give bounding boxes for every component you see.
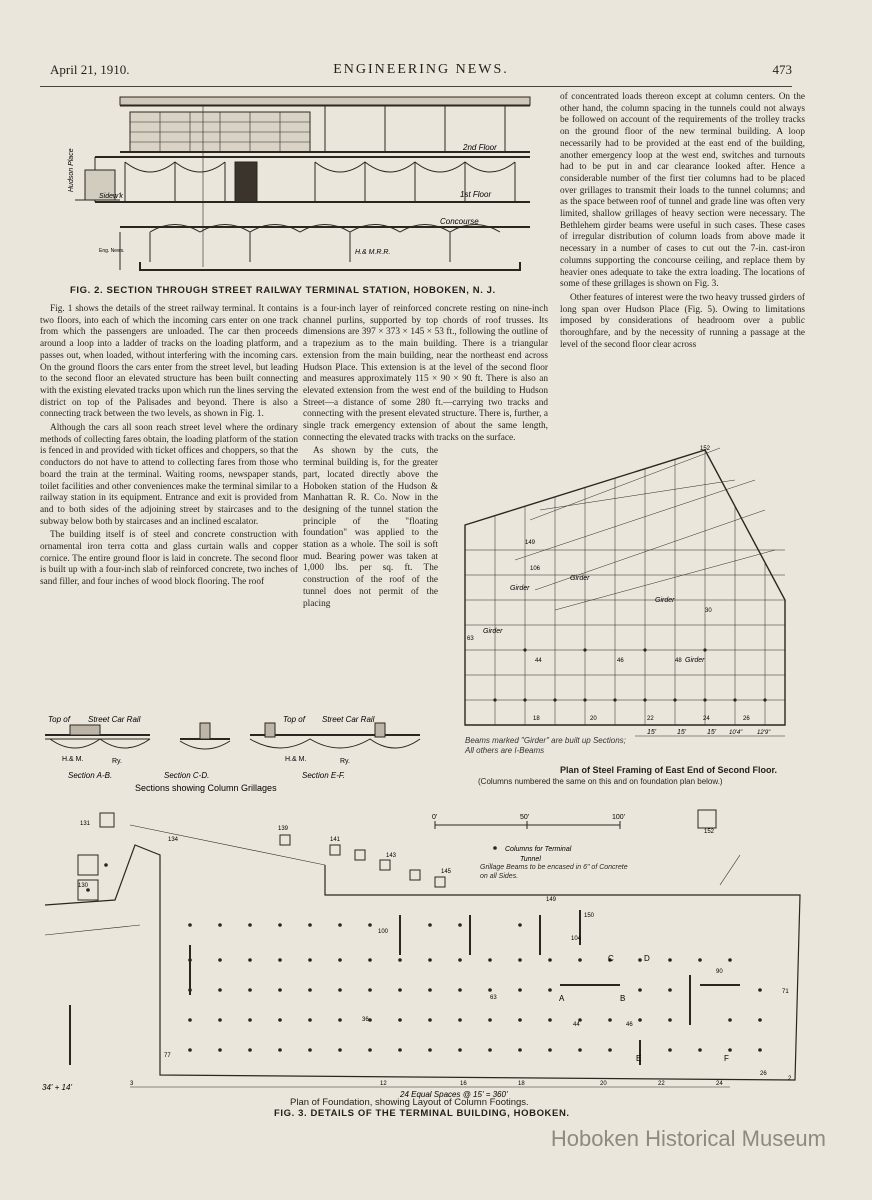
museum-watermark: Hoboken Historical Museum (550, 1126, 826, 1151)
col-num-106: 106 (530, 566, 541, 572)
fcol-46: 46 (626, 1022, 633, 1028)
fcol-77: 77 (164, 1053, 171, 1059)
dim-15-c: 15' (707, 729, 717, 736)
scale-50: 50' (520, 814, 530, 821)
fcol-134: 134 (168, 837, 179, 843)
dim-12-9: 12'9" (757, 730, 771, 736)
text-column-1 (40, 304, 298, 699)
issue-date: April 21, 1910. (50, 62, 130, 77)
fcol-36: 36 (362, 1017, 369, 1023)
col-num-24: 24 (703, 716, 710, 722)
label-hm-2: H.& M. (285, 756, 307, 763)
fcol-130: 130 (78, 883, 89, 889)
section-letter-f: F (724, 1054, 729, 1063)
label-first-floor: 1st Floor (460, 190, 492, 199)
fcol-71: 71 (782, 989, 789, 995)
label-top-of-1: Top of (48, 715, 70, 724)
label-section-ab: Section A-B. (68, 771, 113, 780)
text-column-3 (560, 92, 805, 422)
label-street-car-rail-1: Street Car Rail (88, 715, 141, 724)
fig2-section-drawing (55, 92, 545, 282)
foundation-title: Plan of Foundation, showing Layout of Column Footings. (290, 1097, 529, 1108)
label-railroad: H.& M.R.R. (355, 249, 391, 256)
label-hm-1: H.& M. (62, 756, 84, 763)
page-number: 473 (772, 62, 792, 77)
steel-note-2: All others are I-Beams (465, 746, 545, 755)
col-num-26: 26 (743, 716, 750, 722)
col2-paragraph-1: is a four-inch layer of reinforced concrete resting on nine-inch channel purlins, supported by top chords of roof trusses. Its dimensions are 397 × 373 × 145 × 53 ft., following the outline of a trapezium as to the main building. There is a triangular extension from the main building, near the northeast end across Hudson Place. This extension is at the level of the second floor and measures approximately 115 × 90 × 90 ft. There is also an elevated extension from the west end of the building to Hudson Street—a distance of some 280 ft.—carrying two tracks and connecting with the present elevated structure. There is, further, a single track emergency extension of about the same length, connecting the elevated tracks with tracks on the surface. (303, 304, 548, 443)
steel-plan-subcaption: (Columns numbered the same on this and on foundation plan below.) (478, 777, 723, 786)
label-ry-2: Ry. (340, 758, 350, 765)
fcol-139: 139 (278, 826, 289, 832)
col-num-20: 20 (590, 716, 597, 722)
girder-label-3: Girder (570, 575, 590, 582)
fcol-104: 104 (571, 936, 582, 942)
grillage-sections (40, 705, 430, 795)
dim-15-b: 15' (677, 729, 687, 736)
dim-offsets: 34' + 14' (42, 1083, 72, 1092)
fcol-63: 63 (490, 995, 497, 1001)
girder-label-4: Girder (655, 597, 675, 604)
girder-label-1: Girder (483, 628, 503, 635)
fig2-svg (55, 92, 545, 282)
label-section-cd: Section C-D. (164, 771, 210, 780)
foundation-svg (40, 805, 810, 1105)
fcol-26: 26 (760, 1071, 767, 1077)
fcol-145: 145 (441, 869, 452, 875)
dim-equal-spaces: 24 Equal Spaces @ 15' = 360' (400, 1090, 508, 1099)
legend-tunnel: Tunnel (520, 856, 541, 863)
fcol-90: 90 (716, 969, 723, 975)
fcol-22: 22 (658, 1081, 665, 1087)
fcol-2: 2 (788, 1076, 792, 1082)
fcol-100: 100 (378, 929, 389, 935)
col1-paragraph-1: Fig. 1 shows the details of the street railway terminal. It contains two floors, into each of which the incoming cars enter on one track from which the passengers are unloaded. The car then proceeds around a loop into a ladder of tracks on the loading platform, and passes out, when loaded, without interfering with the incoming cars. On the ground floors the cars enter from the street level, but leading to the second floor an elevated structure has been built connecting with the existing elevated tracks upon which run the lines serving the district on top of the Palisades and beyond. There is also a connecting track between the two levels, as shown in Fig. 1. (40, 304, 298, 420)
col-num-30: 30 (705, 608, 712, 614)
page-header (50, 62, 792, 82)
label-street-car-rail-2: Street Car Rail (322, 715, 375, 724)
label-ry-1: Ry. (112, 758, 122, 765)
label-sidewalk: Sidew'k (99, 193, 123, 200)
col-num-22: 22 (647, 716, 654, 722)
fcol-150: 150 (584, 913, 595, 919)
section-letter-b: B (620, 994, 626, 1003)
fcol-141: 141 (330, 837, 341, 843)
steel-note-1: Beams marked "Girder" are built up Sections; (465, 736, 626, 745)
fcol-3: 3 (130, 1081, 134, 1087)
scale-0: 0' (432, 814, 438, 821)
foundation-plan (40, 805, 810, 1105)
section-letter-d: D (644, 954, 650, 963)
journal-title: ENGINEERING NEWS. (333, 62, 509, 77)
fcol-18: 18 (518, 1081, 525, 1087)
fcol-44: 44 (573, 1022, 580, 1028)
steel-plan-svg (455, 440, 805, 758)
col1-paragraph-2: Although the cars all soon reach street level where the ordinary methods of collecting fares obtain, the loading platform of the station is fenced in and provided with ticket offices and choppers, so that the conductors do not have to attend to collecting fares from those who board the train at the terminal. Waiting rooms, newspaper stands, toilet facilities and other conveniences make the terminal similar to a railway station in its equipment. Entrance and exit is provided from and to both sides of the adjoining street by staircases and to the subway below both by staircases and an inclined escalator. (40, 423, 298, 527)
fcol-24: 24 (716, 1081, 723, 1087)
steel-framing-plan (455, 440, 805, 758)
label-concourse: Concourse (440, 217, 479, 226)
dim-10-4: 10'4" (729, 730, 743, 736)
fig3-caption: FIG. 3. DETAILS OF THE TERMINAL BUILDING, HOBOKEN. (274, 1108, 570, 1119)
scale-100: 100' (612, 814, 626, 821)
girder-label-5: Girder (685, 657, 705, 664)
col2-paragraph-2: As shown by the cuts, the terminal building is, for the greater part, located directly above the Hoboken station of the Hudson & Manhattan R. R. Co. Now in the designing of the tunnel station the principle of the "floating foundation" was applied to the station as a whole. The soil is soft mud. Bearing power was taken at 1,000 lbs. per sq. ft. The construction of the roof of the tunnel does not permit of the placing (303, 446, 438, 609)
label-section-ef: Section E-F. (302, 771, 345, 780)
section-letter-e: E (636, 1054, 642, 1063)
col-num-18: 18 (533, 716, 540, 722)
fcol-20: 20 (600, 1081, 607, 1087)
col-num-152: 152 (700, 446, 711, 452)
col-num-48: 48 (675, 658, 682, 664)
col-num-63: 63 (467, 636, 474, 642)
col1-paragraph-3: The building itself is of steel and concrete construction with ornamental iron terra cotta and glass curtain walls and copper cornice. The entire ground floor is laid in concrete. The second floor is built up with a four-inch slab of reinforced concrete, two inches of sand filler, and four inches of wood block flooring. The roof (40, 530, 298, 588)
col-num-44: 44 (535, 658, 542, 664)
dim-15-a: 15' (647, 729, 657, 736)
section-letter-a: A (559, 994, 565, 1003)
steel-plan-caption: Plan of Steel Framing of East End of Second Floor. (560, 765, 778, 775)
col3-paragraph-2: Other features of interest were the two heavy trussed girders of long span over Hudson Place (Fig. 5). Owing to limitations imposed by considerations of headroom over a public thoroughfare, and by the necessity of running a passage at the level of the second floor clear across (560, 292, 805, 350)
fcol-12: 12 (380, 1081, 387, 1087)
girder-label-2: Girder (510, 585, 530, 592)
grillage-caption: Sections showing Column Grillages (135, 783, 277, 793)
label-second-floor: 2nd Floor (463, 143, 497, 152)
col-num-149: 149 (525, 540, 536, 546)
label-credit: Eng. News. (99, 248, 125, 254)
fcol-143: 143 (386, 853, 397, 859)
col-num-46: 46 (617, 658, 624, 664)
fcol-152: 152 (704, 829, 715, 835)
grillage-svg (40, 705, 430, 795)
legend-terminal: Columns for Terminal (505, 846, 572, 853)
label-hudson-place: Hudson Place (68, 148, 75, 192)
label-top-of-2: Top of (283, 715, 305, 724)
fcol-131: 131 (80, 821, 91, 827)
fcol-16: 16 (460, 1081, 467, 1087)
header-rule (40, 86, 792, 87)
fcol-149: 149 (546, 897, 557, 903)
col3-paragraph-1: of concentrated loads thereon except at column centers. On the other hand, the column spacing in the tunnels could not always be followed on account of the requirements of the trolley tracks on the ground floor of the new terminal building. A loop necessarily had to be provided at the east end of the building, another emergency loop at the west end, switches and turnouts had to be put in and car clearance looked after. Hence a considerable number of the first tier columns had to be placed over grillages to transmit their loads to the tunnel columns; and as the space between roof of tunnel and grade line was often very limited, shallow grillages of heavy section were necessary. The Bethlehem girder beams were useful in such cases. These cases of irregular distribution of column loads from above made it necessary in a number of cases to cut out the 7-in. cast-iron columns supporting the concourse ceiling, and replace them by heavier ones adequate to take the extra loading. The locations of some of these grillages is shown on Fig. 3. (560, 92, 805, 290)
section-letter-c: C (608, 954, 614, 963)
legend-note: Grillage Beams to be encased in 6" of Concrete on all Sides. (480, 864, 628, 880)
fig2-caption: FIG. 2. SECTION THROUGH STREET RAILWAY TERMINAL STATION, HOBOKEN, N. J. (70, 285, 496, 296)
